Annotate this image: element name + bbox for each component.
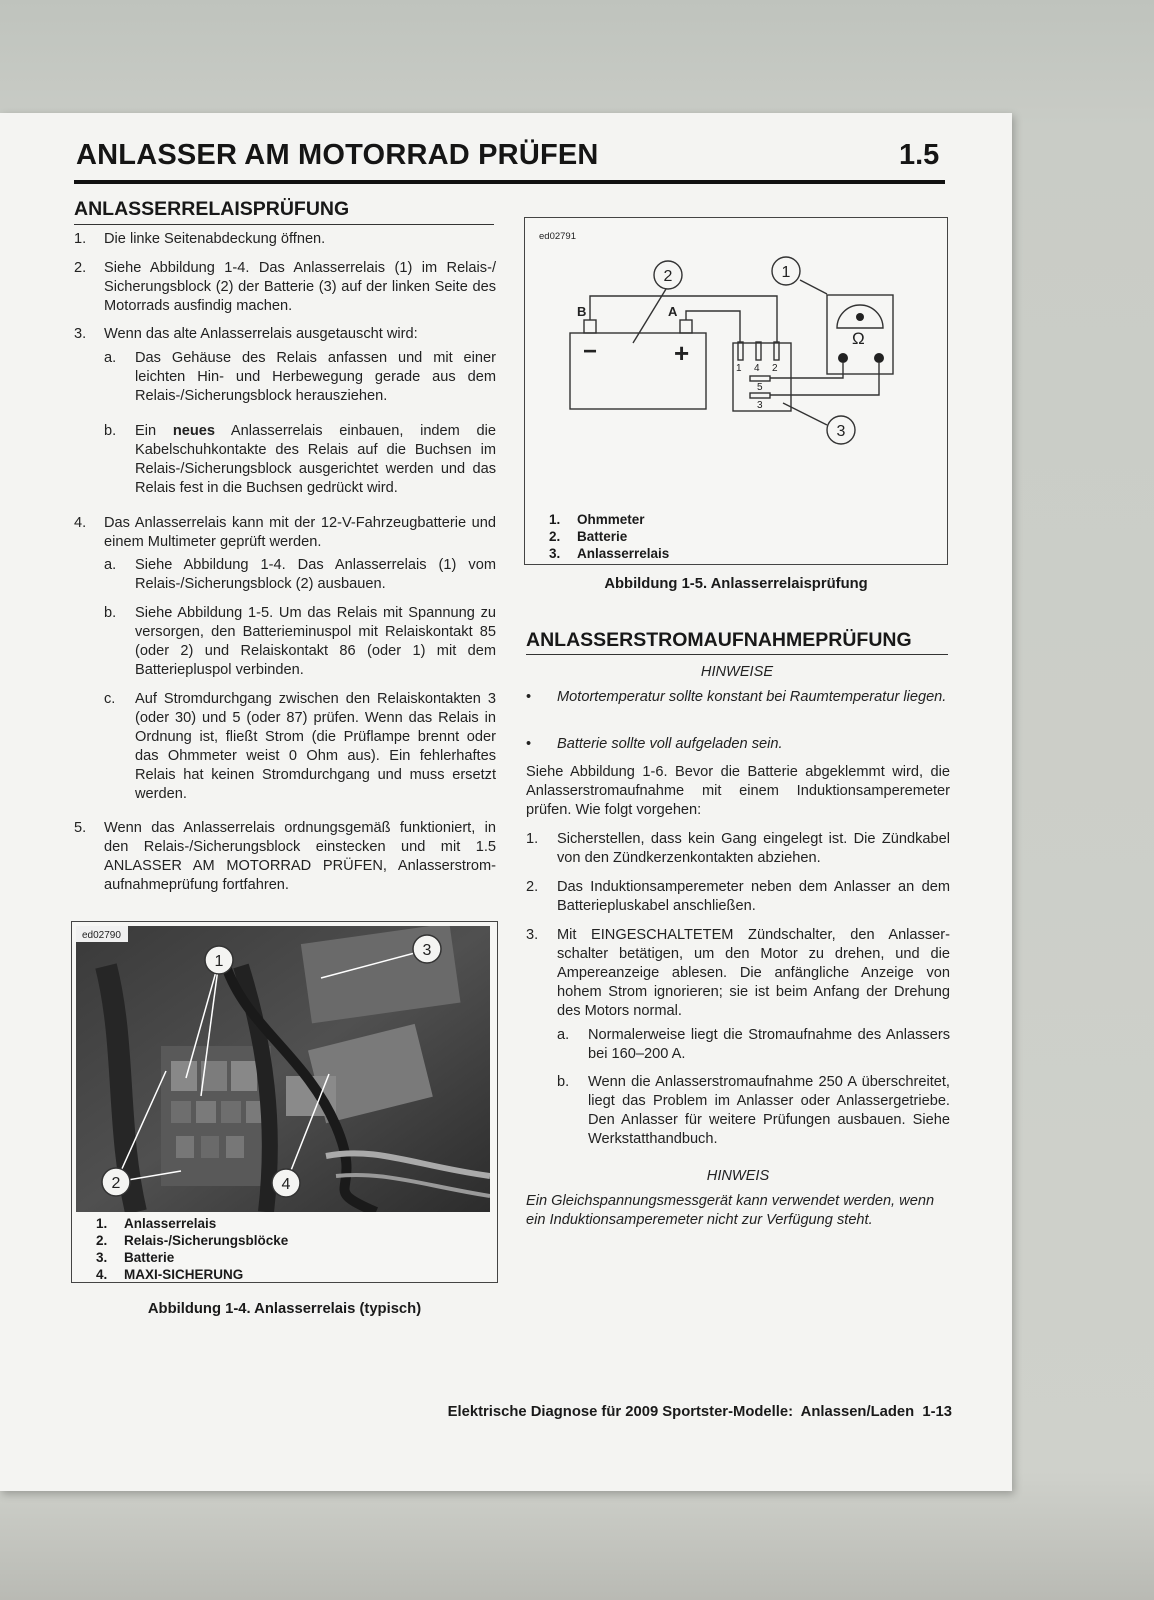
section-number: 1.5: [899, 139, 940, 171]
chapter-title: ANLASSER AM MOTORRAD PRÜFEN: [76, 139, 599, 171]
legend-item: 2. Batterie: [549, 529, 628, 544]
figure-1-4: [71, 921, 498, 1283]
legend-item: 3. Anlasserrelais: [549, 546, 670, 561]
pin-2-label: 2: [772, 363, 778, 374]
svg-text:2: 2: [111, 1175, 121, 1192]
callout-1: [772, 257, 800, 285]
legend-item: 2. Relais-/Sicherungsblöcke: [96, 1233, 289, 1248]
relay-photo: [76, 926, 490, 1212]
plus-sign: +: [674, 338, 690, 368]
svg-text:3: 3: [836, 423, 846, 440]
figure-1-5: [524, 217, 948, 565]
legend-item: 1. Anlasserrelais: [96, 1216, 217, 1231]
callout-2: [654, 261, 682, 289]
manual-page: ANLASSER AM MOTORRAD PRÜFEN 1.5 ANLASSERRELAISPRÜFUNG 1. Die linke Seitenabdeckung öffnen. 2. Siehe Abbildung 1-4. Das Anlasserrelais (1) im Relais-/ Sicherungsblock (2) der Batterie (3) auf der linken Seite des Motorrads ausfindig machen. 3. Wenn das alte Anlasserrelais ausgetauscht wird: a. Das Gehäuse des Relais anfassen und mit einer leichten Hin- und Herbewegung gerade aus dem Relais-/Sicherungsblock herausziehen. b. Ein neues Anlasserrelais einbauen, indem die Kabelschuhkontakte des Relais auf die Buchsen im Relais-/Sicherungsblock ausgerichtet werden und das Relais fest in die Buchsen gedrückt wird. 4. Das Anlasserrelais kann mit der 12-V-Fahrzeugbatterie und einem Multimeter geprüft werden. a. Siehe Abbildung 1-4. Das Anlasserrelais (1) vom Relais-/Sicherungsblock (2) ausbauen. b. Siehe Abbildung 1-5. Um das Relais mit Spannung zu versorgen, den Batterieminuspol mit Relaiskontakt 85 (oder 2) und Relaiskontakt 86 (oder 1) mit dem Batteriepluspol verbinden. c. Auf Stromdurchgang zwischen den Relaiskontakten 3 (oder 30) und 5 (oder 87) prüfen. Wenn das Relais in Ordnung ist, fließt Strom (die Prüflampe brennt oder das Ohmmeter weist 0 Ohm aus). Ein fehlerhaftes Relais hat keinen Stromdurchgang und muss ersetzt werden. 5. Wenn das Anlasserrelais ordnungsgemäß funktioniert, in den Relais-/Sicherungsblock einstecken und mit 1.5 ANLASSER AM MOTORRAD PRÜFEN, Anlasserstromaufnahmeprüfung fortfahren. ed02790 1 3 2 4 1. Anlasserrelais 2. Relais-/Sicherungsblöcke 3. Batterie 4. MAXI-SICHERUNG Abbildung 1-4. Anlasserrelais (typisch) ed02791 B A − + 1 4 2 5 3 Ω 2 1 3 1. Ohmmeter 2. Batterie 3. Anlasserrelais Abbildung 1-5. Anlasserrelaisprüfung ANLASSERSTROMAUFNAHMEPRÜFUNG HINWEISE • Motortemperatur sollte konstant bei Raumtemperatur liegen. • Batterie sollte voll aufgeladen sein. Siehe Abbildung 1-6. Bevor die Batterie abgeklemmt wird, die Anlasserstromaufnahme mit einem Induktionsamperemeter prüfen. Wie folgt vorgehen: 1. Sicherstellen, dass kein Gang eingelegt ist. Die Zündkabel von den Zündkerzenkontakten abziehen. 2. Das Induktionsamperemeter neben dem Anlasser an dem Batteriepluskabel anschließen. 3. Mit EINGESCHALTETEM Zündschalter, den Anlasserschalter betätigen, um den Motor zu drehen, und die Ampereanzeige ablesen. Die anfängliche Anzeige von hohem Strom ignorieren; sie ist beim Anfang der Drehung des Motors normal. a. Normalerweise liegt die Stromaufnahme des Anlassers bei 160–200 A. b. Wenn die Anlasserstromaufnahme 250 A überschreitet, liegt das Problem im Anlasser oder Anlassergetriebe. Den Anlasser für weitere Prüfungen ausbauen. Siehe Werkstatthandbuch. HINWEIS Ein Gleichspannungsmessgerät kann verwendet werden, wenn ein Induktionsamperemeter nicht zur Verfügung steht. Elektrische Diagnose für 2009 Sportster-Modelle: Anlassen/Laden 1-13: [0, 113, 1012, 1491]
callout-4: [272, 1169, 300, 1197]
svg-text:1: 1: [214, 953, 224, 970]
pin-1-label: 1: [736, 363, 742, 374]
svg-text:2: 2: [663, 268, 673, 285]
legend-item: 1. Ohmmeter: [549, 512, 645, 527]
terminal-a-label: A: [668, 304, 678, 319]
figure-legend: [96, 1215, 476, 1283]
ohm-symbol: Ω: [852, 329, 865, 348]
pin-5-label: 5: [757, 382, 763, 393]
section-rule: [74, 224, 494, 225]
legend-item: 3. Batterie: [96, 1250, 175, 1265]
section-heading-current-draw: ANLASSERSTROMAUFNAHMEPRÜFUNG: [526, 629, 912, 651]
terminal-b-label: B: [577, 304, 587, 319]
notes-title: HINWEISE: [700, 664, 774, 680]
note-text: Ein Gleichspannungsmessgerät kann verwendet werden, wenn ein Induktionsamperemeter nicht zur Verfügung steht.: [526, 1193, 935, 1228]
figure-code: ed02791: [539, 231, 576, 242]
page-footer: Elektrische Diagnose für 2009 Sportster-Modelle: Anlassen/Laden 1-13: [447, 1404, 952, 1420]
relay-test-diagram: [525, 218, 945, 508]
figure-caption: Abbildung 1-4. Anlasserrelais (typisch): [147, 1301, 422, 1317]
figure-code: ed02790: [82, 930, 121, 941]
section-rule: [526, 654, 948, 655]
intro-paragraph: Siehe Abbildung 1-6. Bevor die Batterie abgeklemmt wird, die Anlasserstromaufnahme mit einem Induktionsamperemeter prüfen. Wie folgt vorgehen:: [526, 764, 950, 818]
callout-3: [413, 935, 441, 963]
pin-3-label: 3: [757, 400, 763, 411]
figure-caption: Abbildung 1-5. Anlasserrelaisprüfung: [604, 576, 868, 592]
pin-4-label: 4: [754, 363, 760, 374]
section-heading-relay-test: ANLASSERRELAISPRÜFUNG: [74, 198, 350, 220]
callout-1: [205, 946, 233, 974]
callout-2: [102, 1168, 130, 1196]
svg-text:4: 4: [281, 1176, 291, 1193]
callout-3: [827, 416, 855, 444]
svg-text:3: 3: [422, 942, 432, 959]
minus-sign: −: [583, 338, 598, 365]
note-title: HINWEIS: [706, 1168, 770, 1184]
figure-legend: [549, 511, 929, 562]
title-rule: [74, 180, 945, 184]
legend-item: 4. MAXI-SICHERUNG: [96, 1267, 244, 1282]
svg-text:1: 1: [781, 264, 791, 281]
